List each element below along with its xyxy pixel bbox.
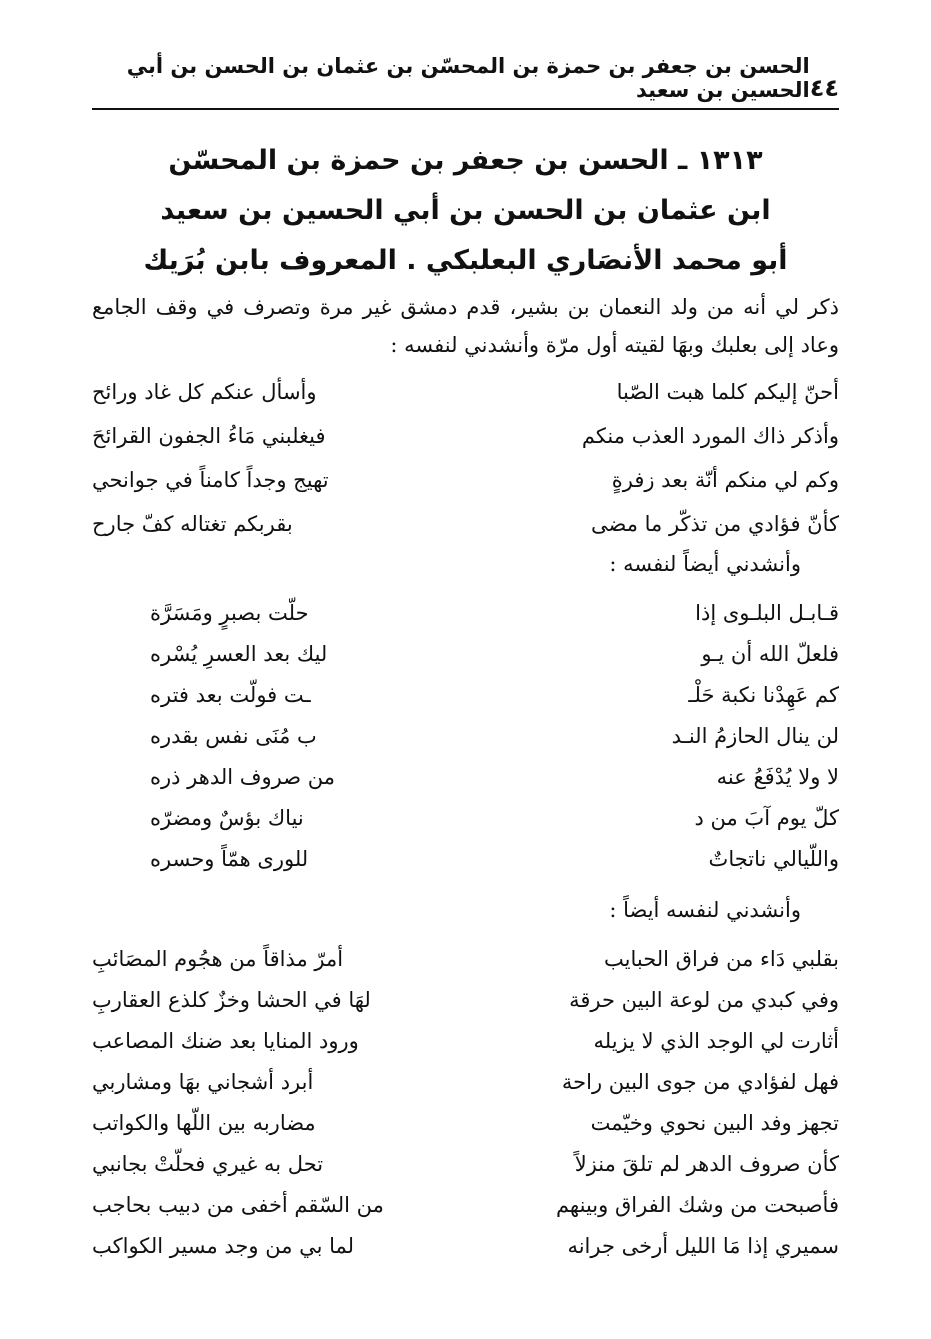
verse-first-hemistich: أحنّ إليكم كلما هبت الصّبا <box>616 380 839 404</box>
verse-second-hemistich: فيغلبني مَاءُ الجفون القرائحَ <box>92 424 326 448</box>
verse-second-hemistich: تحل به غيري فحلّتْ بجانبي <box>92 1151 324 1176</box>
verse-line <box>150 633 839 674</box>
verse-line <box>150 797 839 838</box>
verse-first-hemistich: فأصبحت من وشك الفراق وبينهم <box>555 1192 839 1217</box>
verse-line <box>92 979 839 1020</box>
verse-line <box>150 715 839 756</box>
verse-second-hemistich: وأسأل عنكم كل غاد ورائح <box>92 380 317 404</box>
verse-line <box>92 370 839 414</box>
verse-first-hemistich: سميري إذا مَا الليل أرخى جرانه <box>567 1233 839 1258</box>
verse-first-hemistich: بقلبي دَاء من فراق الحبايب <box>604 946 839 971</box>
verse-second-hemistich: تهيج وجداً كامناً في جوانحي <box>92 468 329 492</box>
verse-first-hemistich: أثارت لي الوجد الذي لا يزيله <box>593 1028 839 1053</box>
verse-intro-note: وأنشدني أيضاً لنفسه : <box>609 552 801 576</box>
verse-first-hemistich: كم عَهِدْنا نكبة حَلْـ <box>688 682 839 707</box>
verse-second-hemistich: بقربكم تغتاله كفّ جارح <box>92 512 293 536</box>
verse-line <box>150 838 839 879</box>
entry-title-line: ١٣١٣ ـ الحسن بن جعفر بن حمزة بن المحسّن <box>168 145 763 176</box>
verse-line <box>150 592 839 633</box>
entry-title <box>92 136 839 286</box>
verse-first-hemistich: كأنّ فؤادي من تذكّر ما مضى <box>590 512 839 536</box>
verse-line <box>92 1102 839 1143</box>
verse-first-hemistich: كلّ يوم آبَ من د <box>694 805 839 830</box>
running-title: الحسن بن جعفر بن حمزة بن المحسّن بن عثمان بن الحسن بن أبي الحسين بن سعيد <box>126 54 810 102</box>
verse-second-hemistich: حلّت بصبرٍ ومَسَرَّة <box>150 600 309 625</box>
verse-line <box>92 938 839 979</box>
verse-first-hemistich: قـابـل البلـوى إذا <box>695 600 839 625</box>
poem-1 <box>92 370 839 546</box>
verse-second-hemistich: أمرّ مذاقاً من هجُوم المصَائبِ <box>92 946 344 971</box>
verse-second-hemistich: ب مُنَى نفس بقدره <box>150 723 317 748</box>
verse-second-hemistich: من صروف الدهر ذره <box>150 764 336 789</box>
verse-second-hemistich: لما بي من وجد مسير الكواكب <box>92 1233 355 1258</box>
verse-second-hemistich: أبرد أشجاني بهَا ومشاربي <box>92 1069 314 1094</box>
intro-paragraph: ذكر لي أنه من ولد النعمان بن بشير، قدم دمشق غير مرة وتصرف في وقف الجامع وعاد إلى بعلبك وبهَا لقيته أول مرّة وأنشدني لنفسه : <box>92 295 839 357</box>
verse-second-hemistich: ـت فولّت بعد فتره <box>150 682 311 707</box>
verse-second-hemistich: للورى همّاً وحسره <box>150 846 309 871</box>
running-header <box>92 54 839 110</box>
verse-second-hemistich: ليك بعد العسرِ يُسْره <box>150 641 328 666</box>
verse-first-hemistich: لن ينال الحازمُ النـد <box>671 723 839 748</box>
page-number: ٤٤ <box>809 74 839 102</box>
verse-second-hemistich: مضاربه بين اللّها والكواتب <box>92 1110 316 1135</box>
verse-first-hemistich: تجهز وفد البين نحوي وخيّمت <box>590 1110 839 1135</box>
verse-second-hemistich: ورود المنايا بعد ضنك المصاعب <box>92 1028 359 1053</box>
verse-intro-note: وأنشدني لنفسه أيضاً : <box>609 898 801 922</box>
poem-3 <box>92 938 839 1266</box>
entry-title-line: أبو محمد الأنصَاري البعلبكي . المعروف بابن بُرَيك <box>143 245 788 276</box>
verse-line <box>92 1184 839 1225</box>
verse-second-hemistich: نياك بؤسٌ ومضرّه <box>150 805 304 830</box>
verse-first-hemistich: وكم لي منكم أنّة بعد زفرةٍ <box>611 468 839 492</box>
verse-second-hemistich: لهَا في الحشا وخزٌ كلذع العقاربِ <box>92 987 371 1012</box>
verse-line <box>92 414 839 458</box>
verse-first-hemistich: فلعلّ الله أن يـو <box>701 641 839 666</box>
verse-second-hemistich: من السّقم أخفى من دبيب بحاجب <box>92 1192 384 1217</box>
verse-first-hemistich: لا ولا يُدْفَعُ عنه <box>716 764 839 789</box>
verse-line <box>92 1020 839 1061</box>
poem-2 <box>150 592 839 879</box>
verse-line <box>92 1225 839 1266</box>
verse-line <box>92 1061 839 1102</box>
verse-first-hemistich: فهل لفؤادي من جوى البين راحة <box>561 1069 839 1094</box>
verse-line <box>92 502 839 546</box>
entry-title-line: ابن عثمان بن الحسن بن أبي الحسين بن سعيد <box>160 195 771 226</box>
verse-line <box>150 674 839 715</box>
verse-first-hemistich: واللّيالي ناتجاتٌ <box>708 846 839 871</box>
verse-first-hemistich: كأن صروف الدهر لم تلقَ منزلاً <box>574 1151 839 1176</box>
verse-first-hemistich: وفي كبدي من لوعة البين حرقة <box>569 987 839 1012</box>
verse-first-hemistich: وأذكر ذاك المورد العذب منكم <box>581 424 839 448</box>
verse-line <box>92 458 839 502</box>
verse-line <box>150 756 839 797</box>
verse-line <box>92 1143 839 1184</box>
